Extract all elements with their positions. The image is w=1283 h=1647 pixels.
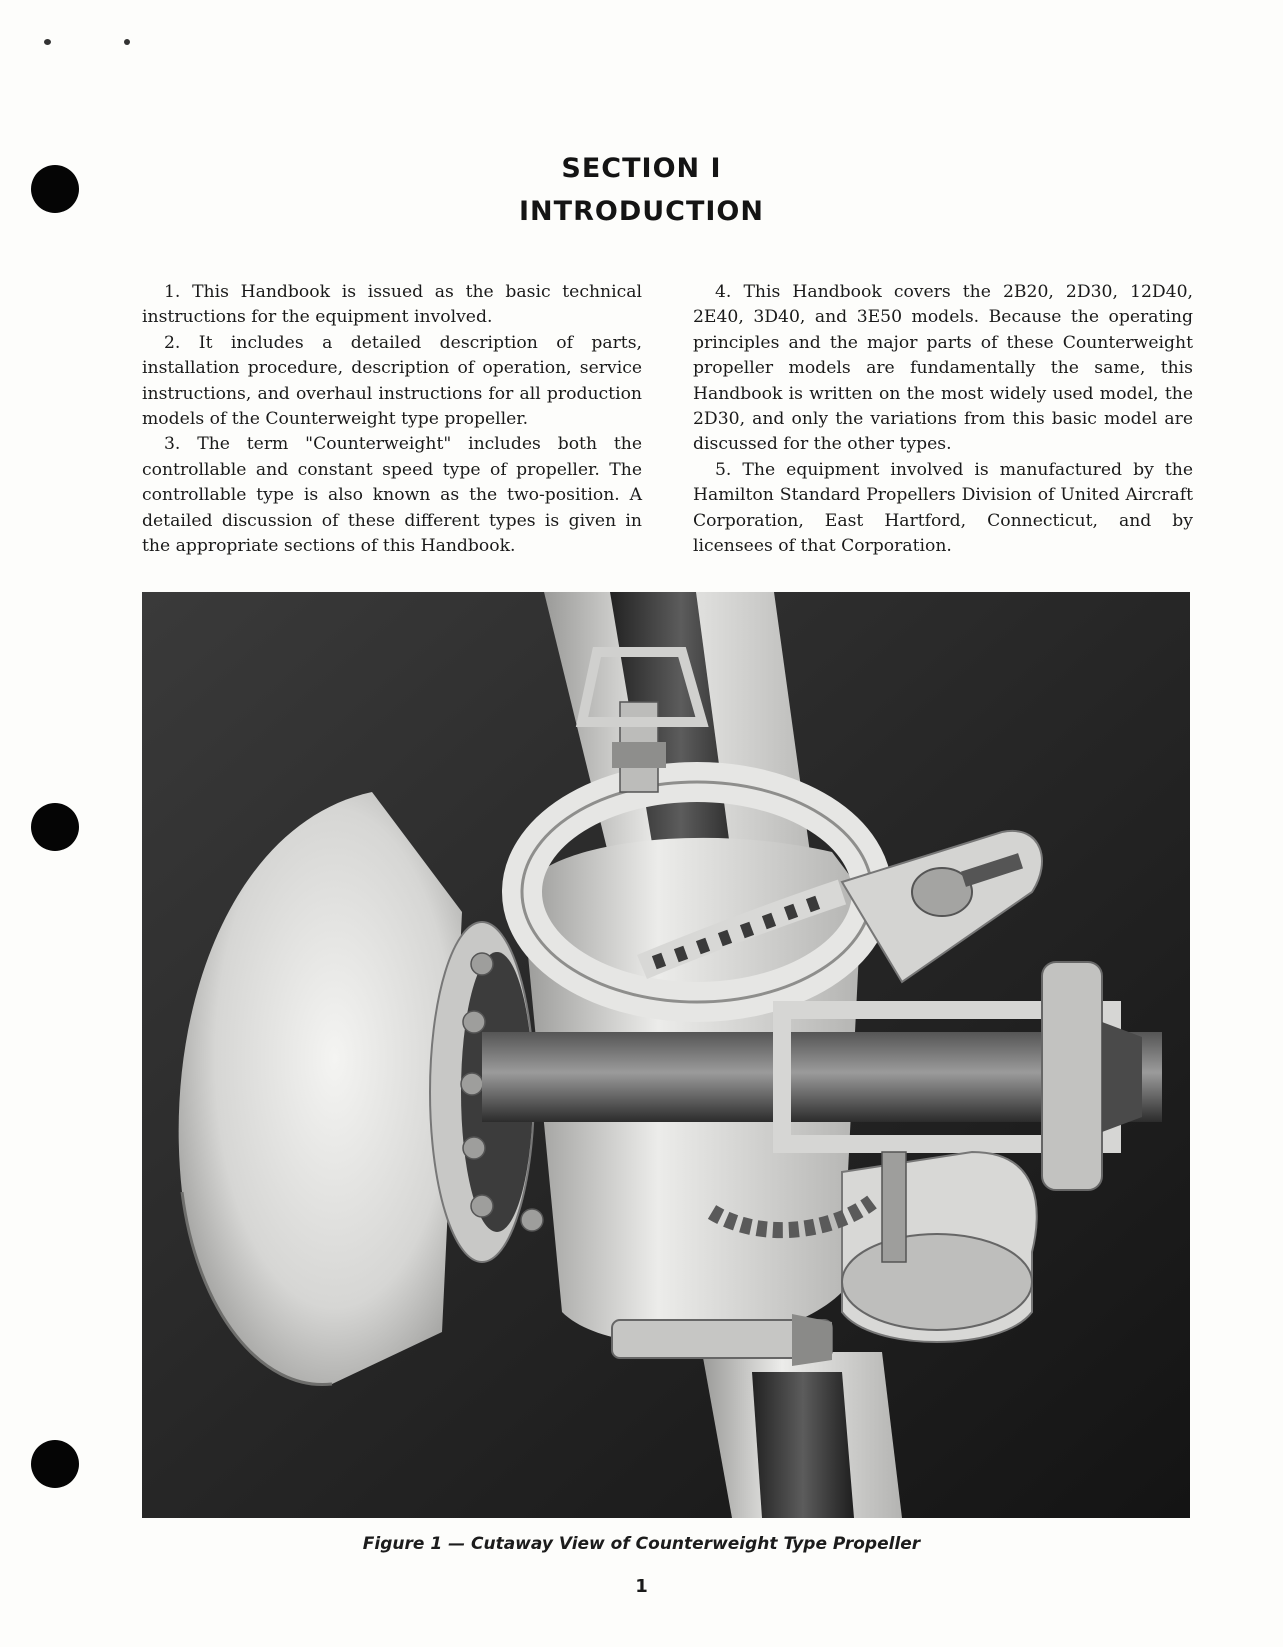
paragraph-4: 4. This Handbook covers the 2B20, 2D30, 12D40, 2E40, 3D40, and 3E50 models. Because the operating principles and the major parts of these Counterweight propeller models are fundamentally the same, this Handbook is written on the most widely used model, the 2D30, and only the variations from this basic model are discussed for the other types. xyxy=(693,282,1193,455)
text-column-left xyxy=(142,280,642,559)
figure-caption: Figure 1 — Cutaway View of Counterweight Type Propeller xyxy=(362,1534,921,1554)
paragraph-3: 3. The term "Counterweight" includes both the controllable and constant speed type of propeller. The controllable type is also known as the two-position. A detailed discussion of these different types is given in the appropriate sections of this Handbook. xyxy=(142,434,642,557)
paper-speck xyxy=(124,39,130,45)
paragraph-1: 1. This Handbook is issued as the basic technical instructions for the equipment involved. xyxy=(142,282,642,328)
section-number: SECTION I xyxy=(561,153,722,184)
paper-speck xyxy=(44,39,51,45)
propeller-cutaway-illustration xyxy=(142,592,1190,1518)
paragraph-2: 2. It includes a detailed description of parts, installation procedure, description of operation, service instructions, and overhaul instructions for all production models of the Counterweight type propeller. xyxy=(142,332,642,430)
binder-hole-bottom xyxy=(31,1440,79,1488)
page-number: 1 xyxy=(635,1576,648,1597)
text-column-right xyxy=(693,280,1193,559)
section-title: INTRODUCTION xyxy=(519,196,764,227)
paragraph-5: 5. The equipment involved is manufactured by the Hamilton Standard Propellers Division of United Aircraft Corporation, East Hartford, Connecticut, and by licensees of that Corporation. xyxy=(693,459,1193,557)
binder-hole-middle xyxy=(31,803,79,851)
